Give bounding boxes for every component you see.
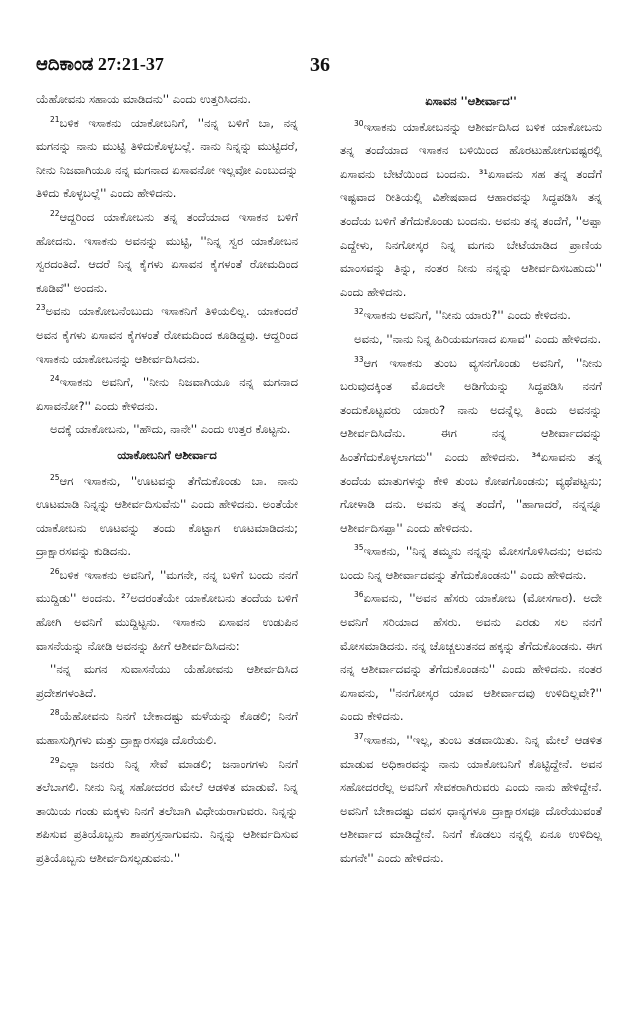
verse-number: 32 (354, 307, 364, 317)
verse-number: 22 (50, 209, 60, 219)
verse-paragraph (36, 470, 298, 564)
verse-text: ಅದಕ್ಕೆ ಯಾಕೋಬನು, ''ಹೌದು, ನಾನೇ'' ಎಂದು ಉತ್ತರ ಕೊಟ್ಟನು. (50, 422, 291, 437)
verse-paragraph (340, 304, 602, 328)
right-column (340, 88, 602, 1008)
verse-number: 29 (50, 755, 60, 765)
verse-text: ಅವನು ಯಾಕೋಬನೆಂಬುದು ಇಸಾಕನಿಗೆ ತಿಳಿಯಲಿಲ್ಲ. ಯಾಕಂದರೆ ಅವನ ಕೈಗಳು ಏಸಾವನ ಕೈಗಳಂತೆ ರೋಮದಿಂದ ಕೂಡಿದ್ದವು. ಆದ್ದರಿಂದ ಇಸಾಕನು ಯಾಕೋಬನನ್ನು ಆಶೀರ್ವದಿಸಿದನು. (36, 304, 298, 366)
verse-text: ಆಗ ಇಸಾಕನು ತುಂಬ ವ್ಯಸನಗೊಂಡು ಅವನಿಗೆ, ''ನೀನು ಬರುವುದಕ್ಕಿಂತ ಮೊದಲೇ ಅಡಿಗೆಯನ್ನು ಸಿದ್ಧಪಡಿಸಿ ನನಗೆ ತಂದುಕೊಟ್ಟವರು ಯಾರು? ನಾನು ಅದನ್ನೆಲ್ಲ ತಿಂದು ಅವನನ್ನು ಆಶೀರ್ವದಿಸಿದೆನು. ಈಗ ನನ್ನ ಆಶೀರ್ವಾದವನ್ನು ಹಿಂತೆಗೆದುಕೊಳ್ಳಲಾಗದು'' ಎಂದು ಹೇಳಿದನು. ³⁴ಏಸಾವನು ತನ್ನ ತಂದೆಯ ಮಾತುಗಳನ್ನು ಕೇಳಿ ತುಂಬ ಕೋಪಗೊಂಡನು; ವ್ಯಥೆಪಟ್ಟನು; ಗೋಳಾಡಿ ದನು. ಅವನು ತನ್ನ ತಂದೆಗೆ, ''ಹಾಗಾದರೆ, ನನ್ನನ್ನೂ ಆಶೀರ್ವದಿಸಪ್ಪಾ'' ಎಂದು ಹೇಳಿದನು. (340, 355, 602, 535)
verse-paragraph (36, 418, 298, 442)
verse-text: ಇಸಾಕನು ಅವನಿಗೆ, ''ನೀನು ಯಾರು?'' ಎಂದು ಕೇಳಿದನು. (363, 308, 571, 323)
section-heading: ಏಸಾವನ ''ಆಶೀರ್ವಾದ'' (425, 94, 517, 108)
verse-number: 36 (354, 590, 364, 600)
verse-text: ಆಗ ಇಸಾಕನು, ''ಊಟವನ್ನು ತೆಗೆದುಕೊಂಡು ಬಾ. ನಾನು ಊಟಮಾಡಿ ನಿನ್ನನ್ನು ಆಶೀರ್ವದಿಸುವೆನು'' ಎಂದು ಹೇಳಿದನು. ಅಂತೆಯೇ ಯಾಕೋಬನು ಊಟವನ್ನು ತಂದು ಕೊಟ್ಟಾಗ ಊಟಮಾಡಿದನು; ದ್ರಾಕ್ಷಾರಸವನ್ನು ಕುಡಿದನು. (36, 473, 298, 559)
verse-paragraph (36, 371, 298, 418)
verse-paragraph (340, 328, 602, 352)
verse-number: 25 (50, 472, 60, 482)
verse-text: ಎಲ್ಲಾ ಜನರು ನಿನ್ನ ಸೇವೆ ಮಾಡಲಿ; ಜನಾಂಗಗಳು ನಿನಗೆ ತಲೆಬಾಗಲಿ. ನೀನು ನಿನ್ನ ಸಹೋದರರ ಮೇಲೆ ಆಡಳಿತ ಮಾಡುವೆ. ನಿನ್ನ ತಾಯಿಯ ಗಂಡು ಮಕ್ಕಳು ನಿನಗೆ ತಲೆಬಾಗಿ ವಿಧೇಯರಾಗುವರು. ನಿನ್ನನ್ನು ಶಪಿಸುವ ಪ್ರತಿಯೊಬ್ಬನು ಶಾಪಗ್ರಸ್ತನಾಗುವನು. ನಿನ್ನನ್ನು ಆಶೀರ್ವದಿಸುವ ಪ್ರತಿಯೊಬ್ಬನು ಆಶೀರ್ವದಿಸಲ್ಪಡುವನು.'' (36, 756, 298, 865)
verse-paragraph (36, 658, 298, 705)
verse-text: ''ನನ್ನ ಮಗನ ಸುವಾಸನೆಯು ಯೆಹೋವನು ಆಶೀರ್ವದಿಸಿದ ಪ್ರದೇಶಗಳಂತಿದೆ. (36, 662, 298, 700)
verse-text: ಅವನು, ''ನಾನು ನಿನ್ನ ಹಿರಿಯಮಗನಾದ ಏಸಾವ'' ಎಂದು ಹೇಳಿದನು. (354, 331, 602, 346)
verse-paragraph (36, 88, 298, 112)
verse-text: ಆದ್ದರಿಂದ ಯಾಕೋಬನು ತನ್ನ ತಂದೆಯಾದ ಇಸಾಕನ ಬಳಿಗೆ ಹೋದನು. ಇಸಾಕನು ಅವನನ್ನು ಮುಟ್ಟಿ, ''ನಿನ್ನ ಸ್ವರ ಯಾಕೋಬನ ಸ್ವರದಂತಿದೆ. ಆದರೆ ನಿನ್ನ ಕೈಗಳು ಏಸಾವನ ಕೈಗಳಂತೆ ರೋಮದಿಂದ ಕೂಡಿವೆ'' ಅಂದನು. (36, 209, 298, 295)
verse-paragraph (340, 540, 602, 587)
verse-text: ಇಸಾಕನು ಯಾಕೋಬನನ್ನು ಆಶೀರ್ವದಿಸಿದ ಬಳಿಕ ಯಾಕೋಬನು ತನ್ನ ತಂದೆಯಾದ ಇಸಾಕನ ಬಳಿಯಿಂದ ಹೊರಟುಹೋಗುವಷ್ಟರಲ್ಲಿ ಏಸಾವನು ಬೇಟೆಯಿಂದ ಬಂದನು. ³¹ಏಸಾವನು ಸಹ ತನ್ನ ತಂದೆಗೆ ಇಷ್ಟವಾದ ರೀತಿಯಲ್ಲಿ ವಿಶೇಷವಾದ ಆಹಾರವನ್ನು ಸಿದ್ಧಪಡಿಸಿ ತನ್ನ ತಂದೆಯ ಬಳಿಗೆ ತೆಗೆದುಕೊಂಡು ಬಂದನು. ಅವನು ತನ್ನ ತಂದೆಗೆ, ''ಅಪ್ಪಾ ಎದ್ದೇಳು, ನಿನಗೋಸ್ಕರ ನಿನ್ನ ಮಗನು ಬೇಟೆಯಾಡಿದ ಪ್ರಾಣಿಯ ಮಾಂಸವನ್ನು ತಿನ್ನು, ನಂತರ ನೀನು ನನ್ನನ್ನು ಆಶೀರ್ವದಿಸಬಹುದು'' ಎಂದು ಹೇಳಿದನು. (340, 119, 602, 299)
verse-paragraph (36, 112, 298, 206)
verse-paragraph (36, 564, 298, 658)
verse-paragraph (340, 352, 602, 541)
verse-number: 24 (50, 374, 60, 384)
running-head: ಆದಿಕಾಂಡ 27:21-37 (36, 54, 164, 74)
verse-text: ಯೆಹೋವನು ನಿನಗೆ ಬೇಕಾದಷ್ಟು ಮಳೆಯನ್ನು ಕೊಡಲಿ; ನಿನಗೆ ಮಹಾಸುಗ್ಗಿಗಳು ಮತ್ತು ದ್ರಾಕ್ಷಾರಸವೂ ದೊರೆಯಲಿ. (36, 709, 298, 748)
verse-number: 21 (50, 114, 60, 124)
verse-number: 26 (50, 567, 60, 577)
verse-number: 30 (354, 118, 364, 128)
section-heading: ಯಾಕೋಬನಿಗೆ ಆಶೀರ್ವಾದ (117, 447, 217, 462)
left-column (36, 88, 298, 1008)
verse-paragraph (340, 116, 602, 305)
verse-number: 28 (50, 708, 60, 718)
verse-text: ಇಸಾಕನು ಅವನಿಗೆ, ''ನೀನು ನಿಜವಾಗಿಯೂ ನನ್ನ ಮಗನಾದ ಏಸಾವನೋ?'' ಎಂದು ಕೇಳಿದನು. (36, 375, 298, 413)
page-header (36, 54, 602, 80)
verse-paragraph (36, 206, 298, 300)
verse-number: 33 (354, 354, 364, 364)
verse-number: 37 (354, 732, 364, 742)
verse-text: ಇಸಾಕನು, ''ಇಲ್ಲ, ತುಂಬ ತಡವಾಯಿತು. ನಿನ್ನ ಮೇಲೆ ಆಡಳಿತ ಮಾಡುವ ಅಧಿಕಾರವನ್ನು ನಾನು ಯಾಕೋಬನಿಗೆ ಕೊಟ್ಟಿದ್ದೇನೆ. ಅವನ ಸಹೋದರರೆಲ್ಲ ಅವನಿಗೆ ಸೇವಕರಾಗಿರುವರು ಎಂದು ನಾನು ಹೇಳಿದ್ದೇನೆ. ಅವನಿಗೆ ಬೇಕಾದಷ್ಟು ದವಸ ಧಾನ್ಯಗಳೂ ದ್ರಾಕ್ಷಾರಸವೂ ದೊರೆಯುವಂತೆ ಆಶೀರ್ವಾದ ಮಾಡಿದ್ದೇನೆ. ನಿನಗೆ ಕೊಡಲು ನನ್ನಲ್ಲಿ ಏನೂ ಉಳಿದಿಲ್ಲ ಮಗನೇ'' ಎಂದು ಹೇಳಿದನು. (340, 733, 602, 865)
verse-paragraph (36, 753, 298, 871)
verse-text: ಬಳಿಕ ಇಸಾಕನು ಯಾಕೋಬನಿಗೆ, ''ನನ್ನ ಬಳಿಗೆ ಬಾ, ನನ್ನ ಮಗನನ್ನು ನಾನು ಮುಟ್ಟಿ ತಿಳಿದುಕೊಳ್ಳಬಲ್ಲೆ. ನಾನು ನಿನ್ನನ್ನು ಮುಟ್ಟಿದರೆ, ನೀನು ನಿಜವಾಗಿಯೂ ನನ್ನ ಮಗನಾದ ಏಸಾವನೋ ಇಲ್ಲವೋ ಎಂಬುದನ್ನು ತಿಳಿದು ಕೊಳ್ಳಬಲ್ಲೆ'' ಎಂದು ಹೇಳಿದನು. (36, 115, 298, 201)
verse-text: ಏಸಾವನು, ''ಅವನ ಹೆಸರು ಯಾಕೋಬ (ಮೋಸಗಾರ). ಅದೇ ಅವನಿಗೆ ಸರಿಯಾದ ಹೆಸರು. ಅವನು ಎರಡು ಸಲ ನನಗೆ ಮೋಸಮಾಡಿದನು. ನನ್ನ ಚೊಚ್ಚಲುತನದ ಹಕ್ಕನ್ನು ತೆಗೆದುಕೊಂಡನು. ಈಗ ನನ್ನ ಆಶೀರ್ವಾದವನ್ನು ತೆಗೆದುಕೊಂಡನು'' ಎಂದು ಹೇಳಿದನು. ನಂತರ ಏಸಾವನು, ''ನನಗೋಸ್ಕರ ಯಾವ ಆಶೀರ್ವಾದವು ಉಳಿದಿಲ್ಲವೇ?'' ಎಂದು ಕೇಳಿದನು. (340, 591, 602, 724)
verse-number: 35 (354, 543, 364, 553)
verse-text: ಯೆಹೋವನು ಸಹಾಯ ಮಾಡಿದನು'' ಎಂದು ಉತ್ತರಿಸಿದನು. (36, 92, 252, 106)
page-number: 36 (310, 54, 330, 76)
verse-text: ಬಳಿಕ ಇಸಾಕನು ಅವನಿಗೆ, ''ಮಗನೇ, ನನ್ನ ಬಳಿಗೆ ಬಂದು ನನಗೆ ಮುದ್ದಿಡು'' ಅಂದನು. ²⁷ಅದರಂತೆಯೇ ಯಾಕೋಬನು ತಂದೆಯ ಬಳಿಗೆ ಹೋಗಿ ಅವನಿಗೆ ಮುದ್ದಿಟ್ಟನು. ಇಸಾಕನು ಏಸಾವನ ಉಡುಪಿನ ವಾಸನೆಯನ್ನು ನೋಡಿ ಅವನನ್ನು ಹೀಗೆ ಆಶೀರ್ವದಿಸಿದನು: (36, 567, 298, 653)
verse-text: ಇಸಾಕನು, ''ನಿನ್ನ ತಮ್ಮನು ನನ್ನನ್ನು ಮೋಸಗೊಳಿಸಿದನು; ಅವನು ಬಂದು ನಿನ್ನ ಆಶೀರ್ವಾದವನ್ನು ತೆಗೆದುಕೊಂಡನು'' ಎಂದು ಹೇಳಿದನು. (340, 544, 602, 582)
verse-paragraph (340, 729, 602, 871)
verse-paragraph (36, 705, 298, 752)
verse-paragraph (36, 300, 298, 371)
verse-paragraph (340, 587, 602, 729)
verse-number: 23 (36, 303, 46, 313)
